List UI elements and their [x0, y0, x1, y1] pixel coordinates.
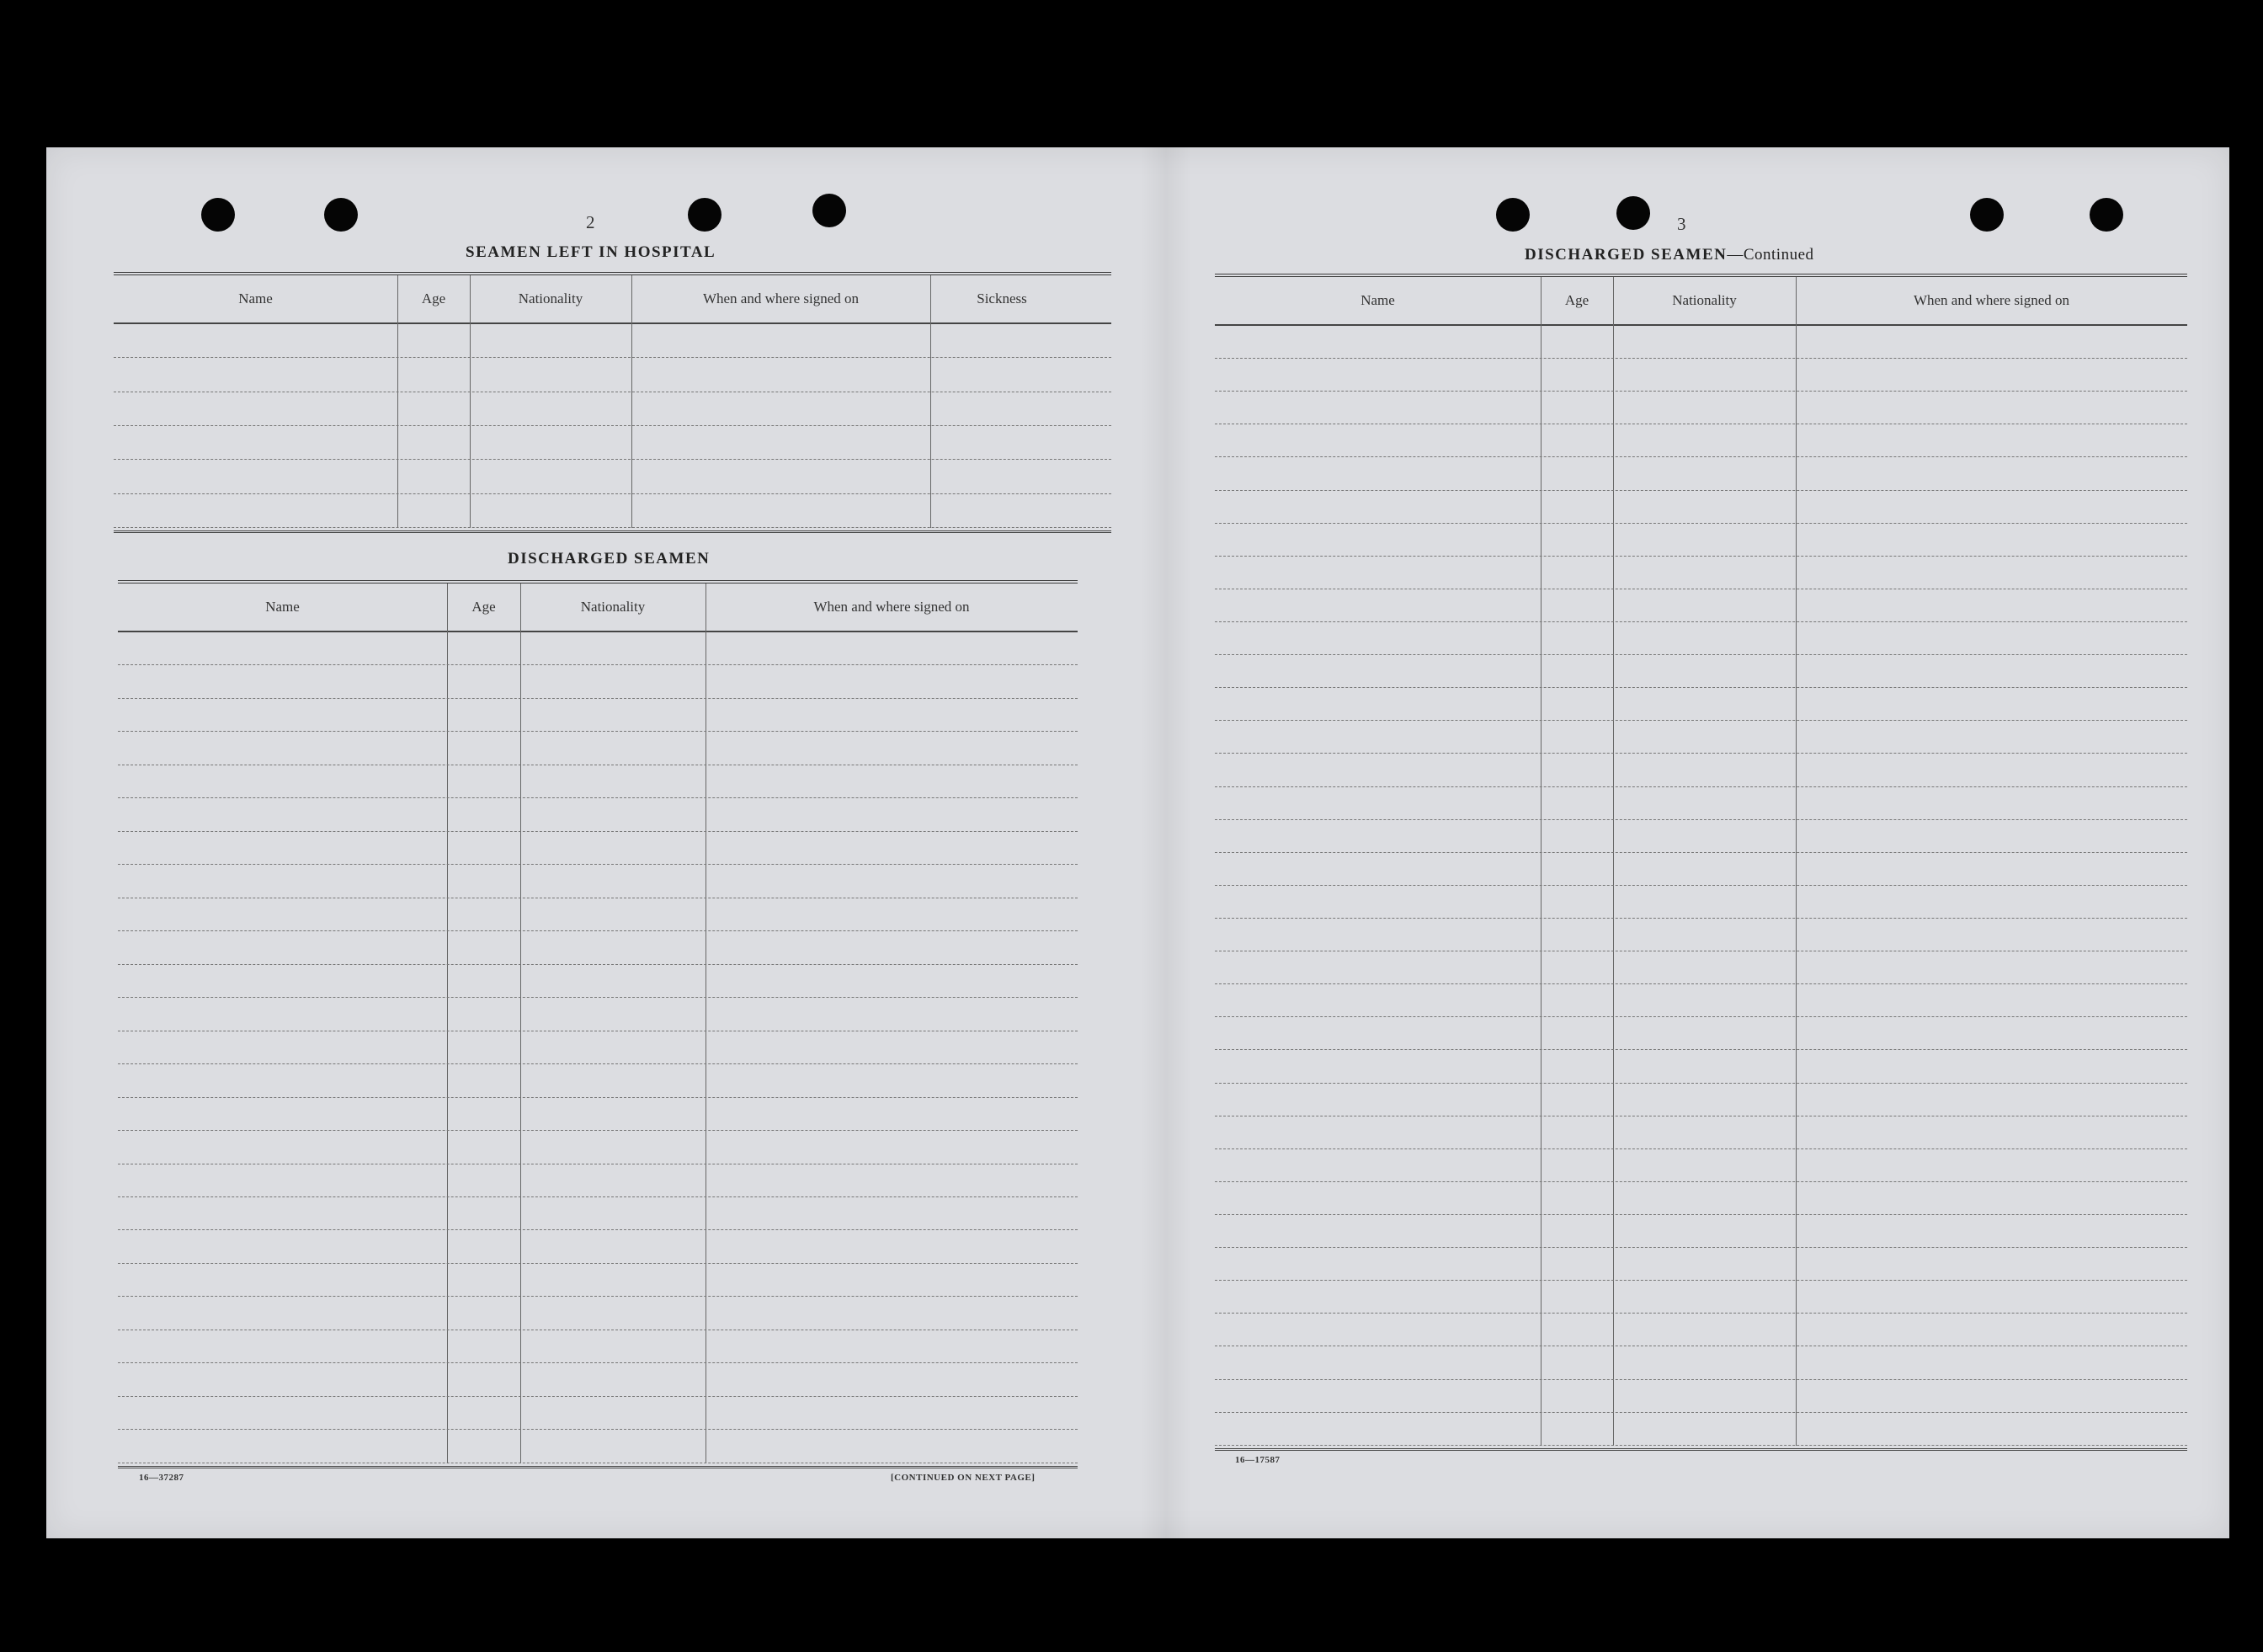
- punch-hole: [201, 198, 235, 232]
- table-row: [1215, 787, 2187, 820]
- table-row: [118, 1064, 1078, 1097]
- column-header-nationality: Nationality: [1672, 292, 1737, 308]
- page-fold: [1141, 147, 1191, 1538]
- table-row: [114, 324, 1111, 358]
- table-row: [1215, 1050, 2187, 1083]
- discharged-table-rows: [118, 632, 1078, 1463]
- table-row: [1215, 688, 2187, 721]
- table-row: [114, 426, 1111, 460]
- discharged-continued-title: [1525, 246, 1814, 264]
- table-row: [1215, 1248, 2187, 1281]
- table-row: [1215, 820, 2187, 853]
- punch-hole: [1496, 198, 1530, 232]
- discharged-table: [118, 580, 1078, 1463]
- column-header-signed-on: When and where signed on: [702, 290, 860, 306]
- table-row: [1215, 754, 2187, 786]
- table-row: [118, 1098, 1078, 1131]
- document-sheet: [46, 147, 2229, 1538]
- table-row: [118, 765, 1078, 798]
- page-number-right: 3: [1677, 214, 1686, 234]
- discharged-section-title: DISCHARGED SEAMEN: [508, 550, 711, 568]
- table-row: [118, 1330, 1078, 1363]
- column-header-age: Age: [471, 599, 496, 615]
- discharged-continued-table-rows: [1215, 326, 2187, 1446]
- table-row: [1215, 622, 2187, 655]
- table-row: [1215, 1116, 2187, 1149]
- table-row: [118, 798, 1078, 831]
- table-row: [114, 494, 1111, 528]
- table-row: [1215, 326, 2187, 359]
- punch-hole: [1970, 198, 2004, 232]
- table-row: [118, 632, 1078, 665]
- table-row: [118, 732, 1078, 765]
- continued-note: [CONTINUED ON NEXT PAGE]: [891, 1473, 1036, 1483]
- punch-hole: [688, 198, 721, 232]
- discharged-continued-title-suffix: —Continued: [1727, 246, 1814, 264]
- table-row: [118, 1363, 1078, 1396]
- table-row: [1215, 392, 2187, 424]
- table-row: [1215, 589, 2187, 622]
- punch-hole: [812, 194, 846, 227]
- table-row: [1215, 655, 2187, 688]
- table-row: [118, 1164, 1078, 1197]
- table-bottom-rule: [118, 1466, 1078, 1468]
- table-row: [118, 1031, 1078, 1064]
- table-row: [118, 998, 1078, 1031]
- table-row: [118, 1264, 1078, 1297]
- page-number-left: 2: [586, 212, 595, 232]
- hospital-table: [114, 272, 1111, 528]
- table-bottom-rule: [1215, 1448, 2187, 1451]
- table-row: [1215, 721, 2187, 754]
- table-row: [1215, 457, 2187, 490]
- table-row: [118, 1230, 1078, 1263]
- column-header-name: Name: [265, 599, 300, 615]
- table-row: [1215, 524, 2187, 557]
- table-row: [118, 965, 1078, 998]
- table-row: [1215, 1215, 2187, 1248]
- table-row: [118, 931, 1078, 964]
- column-header-name: Name: [1360, 292, 1395, 308]
- punch-hole: [2090, 198, 2123, 232]
- table-row: [1215, 557, 2187, 589]
- hospital-table-rows: [114, 324, 1111, 528]
- column-header-sickness: Sickness: [977, 290, 1027, 306]
- table-row: [118, 1430, 1078, 1463]
- column-header-age: Age: [421, 290, 446, 306]
- table-row: [118, 1131, 1078, 1164]
- table-row: [118, 1297, 1078, 1330]
- table-row: [1215, 853, 2187, 886]
- table-row: [1215, 1281, 2187, 1314]
- discharged-table-header: [118, 584, 1078, 632]
- table-row: [114, 358, 1111, 392]
- table-row: [1215, 919, 2187, 951]
- table-row: [1215, 1346, 2187, 1379]
- table-row: [1215, 1314, 2187, 1346]
- column-header-age: Age: [1564, 292, 1589, 308]
- column-header-signed-on: When and where signed on: [1913, 292, 2070, 308]
- table-row: [1215, 1380, 2187, 1413]
- punch-hole: [324, 198, 358, 232]
- column-header-nationality: Nationality: [518, 290, 583, 306]
- discharged-continued-title-main: DISCHARGED SEAMEN: [1525, 246, 1728, 264]
- table-row: [118, 832, 1078, 865]
- table-row: [1215, 1182, 2187, 1215]
- discharged-continued-table-header: [1215, 277, 2187, 326]
- table-row: [1215, 424, 2187, 457]
- table-row: [118, 898, 1078, 931]
- table-row: [1215, 1084, 2187, 1116]
- table-row: [118, 699, 1078, 732]
- table-row: [118, 665, 1078, 698]
- table-row: [1215, 984, 2187, 1017]
- table-row: [1215, 1017, 2187, 1050]
- table-row: [114, 460, 1111, 493]
- table-row: [114, 392, 1111, 426]
- table-row: [1215, 1149, 2187, 1182]
- table-row: [118, 1197, 1078, 1230]
- hospital-section-title: SEAMEN LEFT IN HOSPITAL: [466, 243, 716, 261]
- table-row: [1215, 491, 2187, 524]
- table-bottom-rule: [114, 530, 1111, 533]
- discharged-continued-table: [1215, 274, 2187, 1446]
- table-row: [118, 1397, 1078, 1430]
- column-header-name: Name: [238, 290, 273, 306]
- column-header-nationality: Nationality: [580, 599, 646, 615]
- column-header-signed-on: When and where signed on: [813, 599, 970, 615]
- table-row: [1215, 1413, 2187, 1446]
- punch-hole: [1616, 196, 1650, 230]
- form-code-left: 16—37287: [139, 1473, 184, 1483]
- hospital-table-header: [114, 275, 1111, 324]
- table-row: [118, 865, 1078, 898]
- form-code-right: 16—17587: [1235, 1455, 1281, 1465]
- table-row: [1215, 886, 2187, 919]
- table-row: [1215, 359, 2187, 392]
- table-row: [1215, 951, 2187, 984]
